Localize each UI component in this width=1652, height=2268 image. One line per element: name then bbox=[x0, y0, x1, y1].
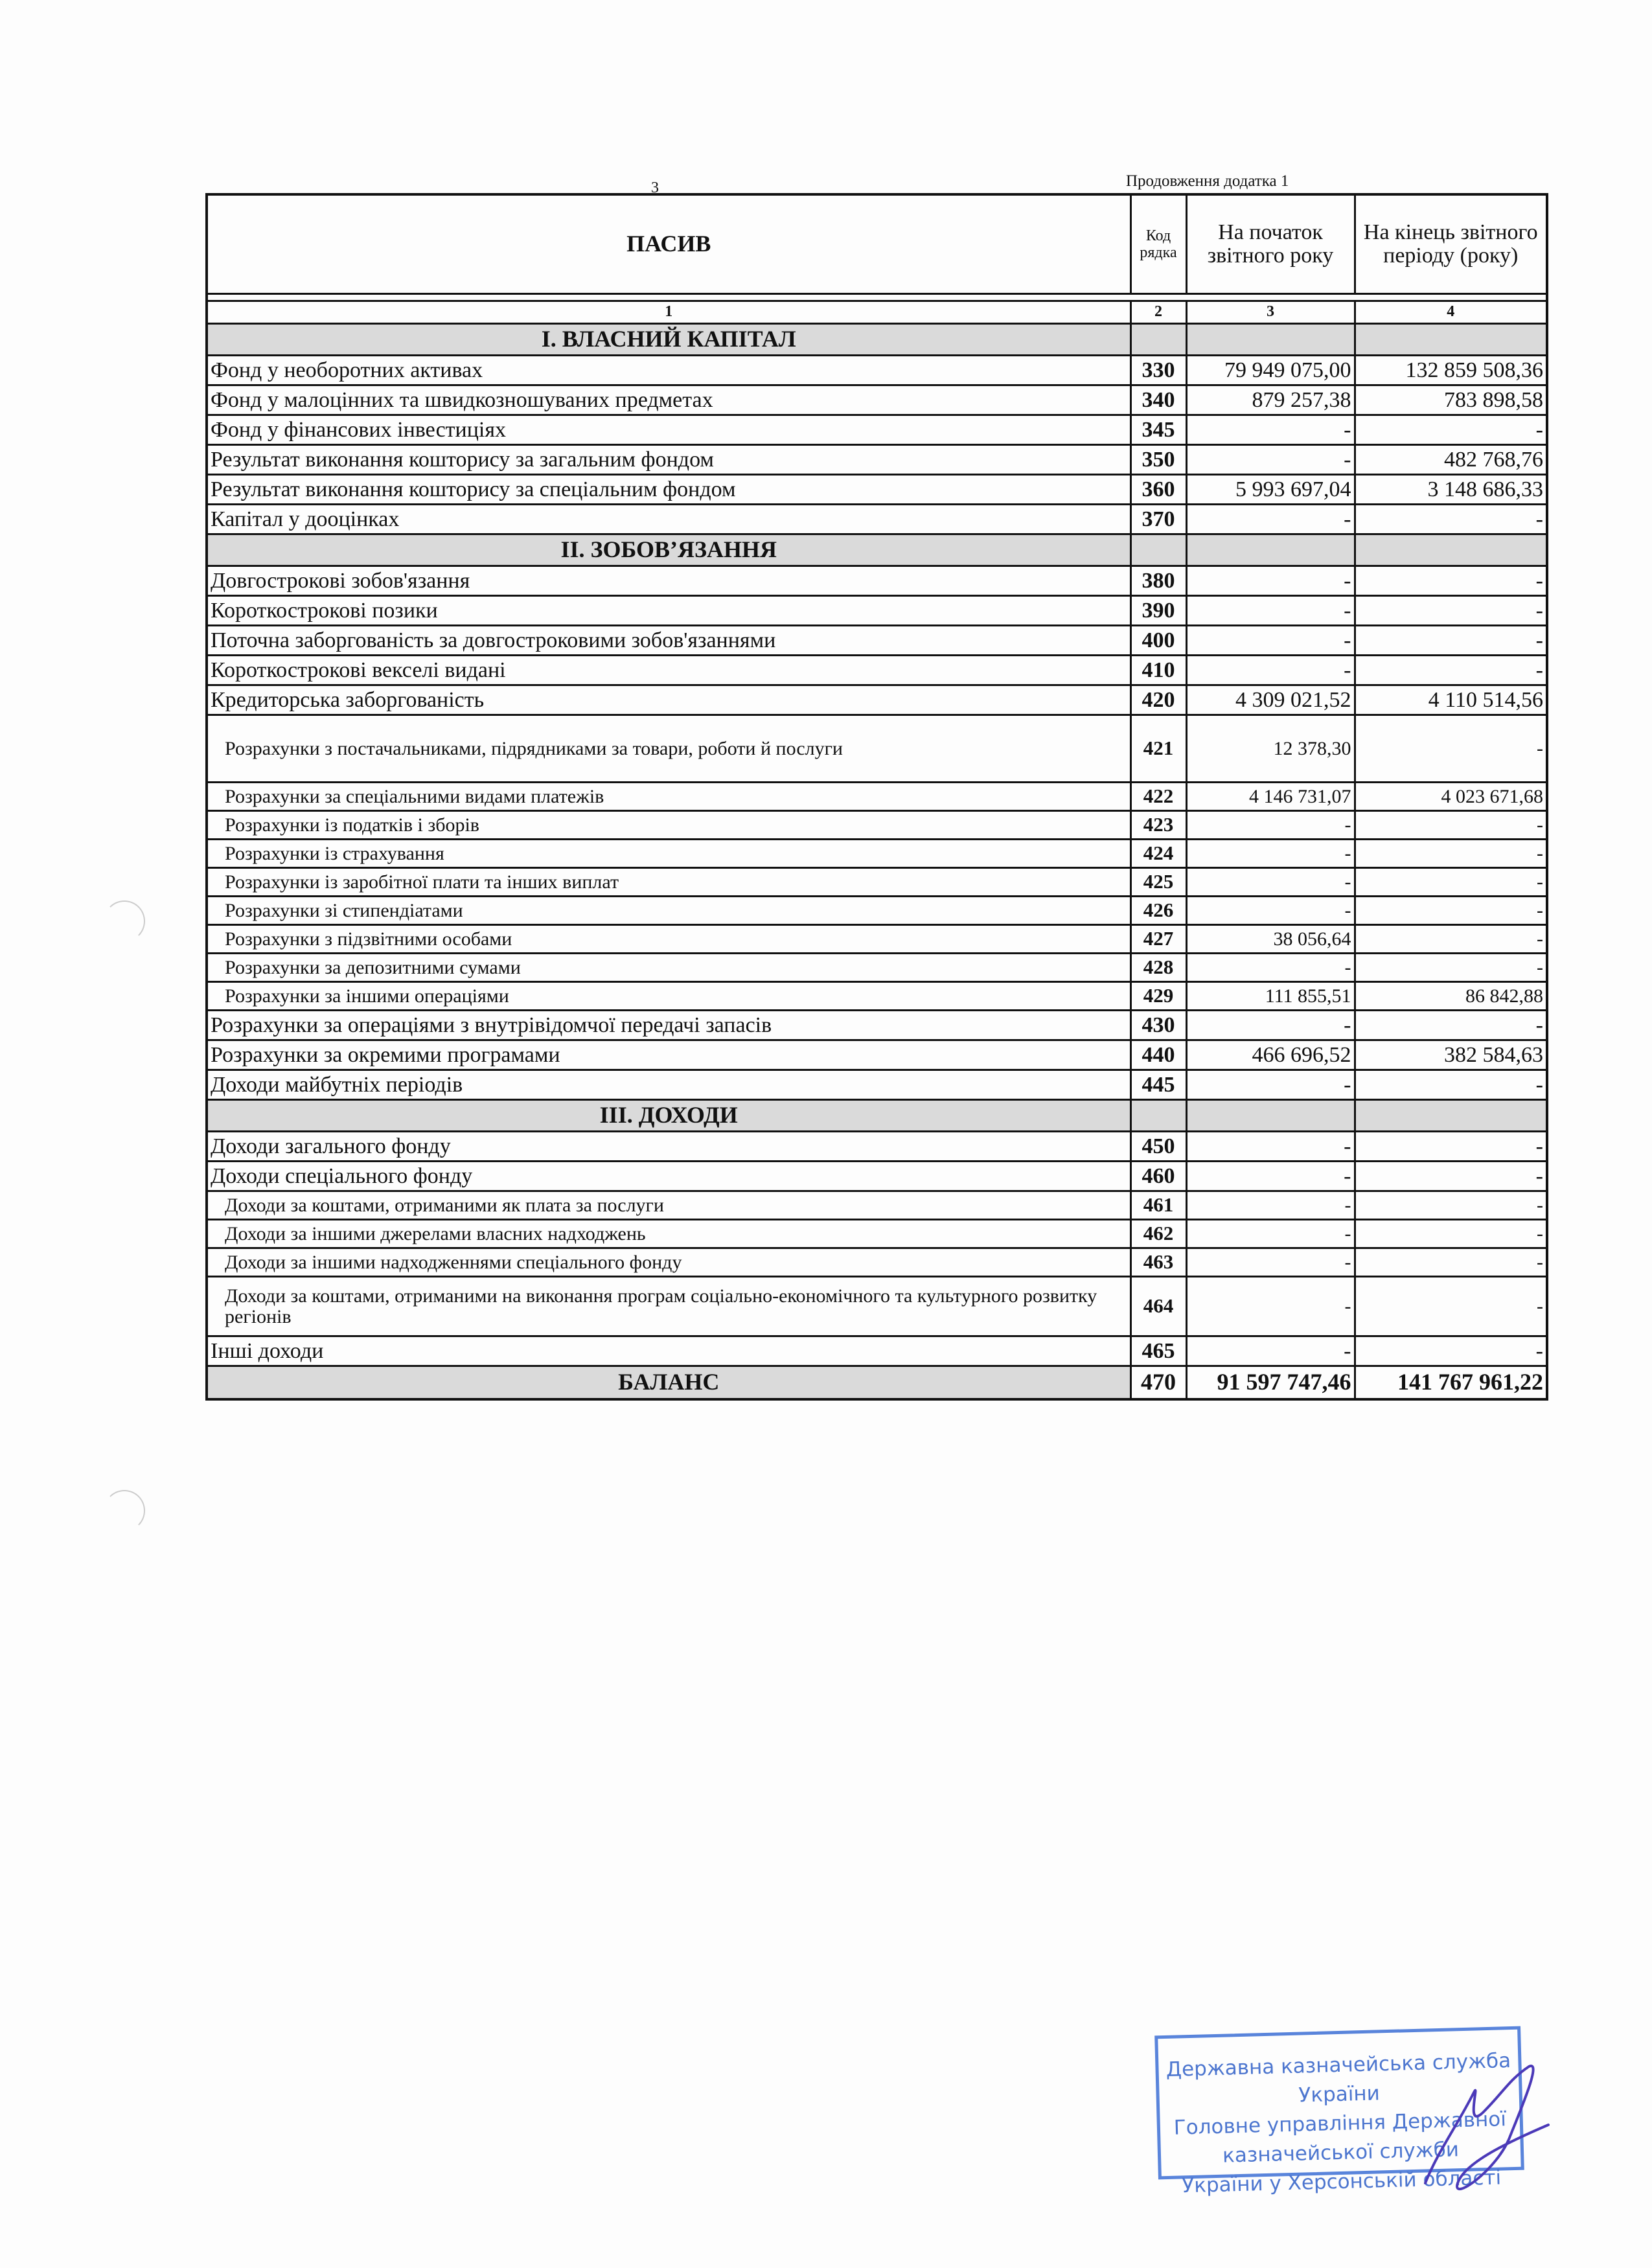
value-end-of-period: - bbox=[1355, 1336, 1547, 1366]
section-empty-cell bbox=[1186, 1100, 1355, 1132]
punch-hole-mark bbox=[104, 900, 145, 942]
table-row bbox=[207, 783, 1547, 811]
value-start-of-year: - bbox=[1186, 1220, 1355, 1248]
section-empty-cell bbox=[1186, 324, 1355, 356]
table-row bbox=[207, 475, 1547, 505]
column-number: 2 bbox=[1130, 301, 1186, 324]
row-code: 465 bbox=[1130, 1336, 1186, 1366]
row-name: Короткострокові векселі видані bbox=[207, 656, 1130, 685]
section-empty-cell bbox=[1355, 534, 1547, 566]
value-start-of-year: 111 855,51 bbox=[1186, 982, 1355, 1011]
table-row bbox=[207, 1132, 1547, 1162]
table-row bbox=[207, 954, 1547, 982]
row-name: Короткострокові позики bbox=[207, 596, 1130, 626]
value-start-of-year: - bbox=[1186, 626, 1355, 656]
section-empty-cell bbox=[1355, 324, 1547, 356]
row-name: Розрахунки із заробітної плати та інших виплат bbox=[207, 868, 1130, 897]
row-name: Доходи за іншими надходженнями спеціального фонду bbox=[207, 1248, 1130, 1277]
value-end-of-period: 86 842,88 bbox=[1355, 982, 1547, 1011]
row-code: 350 bbox=[1130, 445, 1186, 475]
header-end-of-period: На кінець звітного періоду (року) bbox=[1355, 194, 1547, 294]
row-name: Доходи загального фонду bbox=[207, 1132, 1130, 1162]
value-start-of-year: - bbox=[1186, 1011, 1355, 1040]
value-end-of-period: - bbox=[1355, 897, 1547, 925]
row-code: 330 bbox=[1130, 356, 1186, 385]
row-name: Розрахунки за іншими операціями bbox=[207, 982, 1130, 1011]
value-end-of-period: - bbox=[1355, 868, 1547, 897]
row-name: Капітал у дооцінках bbox=[207, 505, 1130, 534]
column-number: 3 bbox=[1186, 301, 1355, 324]
value-end-of-period: - bbox=[1355, 925, 1547, 954]
stamp-line: України у Херсонській області bbox=[1181, 2166, 1502, 2198]
row-name: Доходи майбутніх періодів bbox=[207, 1070, 1130, 1100]
row-code: 390 bbox=[1130, 596, 1186, 626]
value-start-of-year: - bbox=[1186, 1132, 1355, 1162]
value-end-of-period: 783 898,58 bbox=[1355, 385, 1547, 415]
header-code bbox=[1130, 194, 1186, 294]
row-code: 463 bbox=[1130, 1248, 1186, 1277]
table-row bbox=[207, 1277, 1547, 1336]
header-start-of-year: На початок звітного року bbox=[1186, 194, 1355, 294]
value-start-of-year: 79 949 075,00 bbox=[1186, 356, 1355, 385]
value-start-of-year: - bbox=[1186, 1070, 1355, 1100]
table-row bbox=[207, 868, 1547, 897]
row-name: Кредиторська заборгованість bbox=[207, 685, 1130, 715]
row-name: Розрахунки з постачальниками, підрядниками за товари, роботи й послуги bbox=[207, 715, 1130, 783]
section-empty-cell bbox=[1130, 324, 1186, 356]
row-name: Довгострокові зобов'язання bbox=[207, 566, 1130, 596]
section-title: ІІІ. ДОХОДИ bbox=[207, 1100, 1130, 1132]
value-start-of-year: 466 696,52 bbox=[1186, 1040, 1355, 1070]
row-code: 340 bbox=[1130, 385, 1186, 415]
page-number: 3 bbox=[651, 179, 659, 196]
row-code: 430 bbox=[1130, 1011, 1186, 1040]
column-number: 1 bbox=[207, 301, 1130, 324]
table-row bbox=[207, 1336, 1547, 1366]
row-code: 428 bbox=[1130, 954, 1186, 982]
row-name: Розрахунки із податків і зборів bbox=[207, 811, 1130, 840]
value-end-of-period: - bbox=[1355, 656, 1547, 685]
row-name: Розрахунки за операціями з внутрівідомчої передачі запасів bbox=[207, 1011, 1130, 1040]
row-code: 427 bbox=[1130, 925, 1186, 954]
value-start-of-year: 4 309 021,52 bbox=[1186, 685, 1355, 715]
header-pasiv: ПАСИВ bbox=[207, 194, 1130, 294]
value-start-of-year: - bbox=[1186, 1162, 1355, 1191]
value-start-of-year: - bbox=[1186, 1191, 1355, 1220]
value-start-of-year: 4 146 731,07 bbox=[1186, 783, 1355, 811]
row-name: Розрахунки за спеціальними видами платежів bbox=[207, 783, 1130, 811]
value-start-of-year: - bbox=[1186, 656, 1355, 685]
table-row bbox=[207, 596, 1547, 626]
row-name: Розрахунки зі стипендіатами bbox=[207, 897, 1130, 925]
value-end-of-period: - bbox=[1355, 1011, 1547, 1040]
section-empty-cell bbox=[1130, 1100, 1186, 1132]
value-end-of-period: - bbox=[1355, 596, 1547, 626]
row-code: 462 bbox=[1130, 1220, 1186, 1248]
value-end-of-period: 3 148 686,33 bbox=[1355, 475, 1547, 505]
row-name: Доходи за коштами, отриманими на виконання програм соціально-економічного та культурного розвитку регіонів bbox=[207, 1277, 1130, 1336]
section-empty-cell bbox=[1130, 534, 1186, 566]
row-name: Розрахунки з підзвітними особами bbox=[207, 925, 1130, 954]
row-code: 426 bbox=[1130, 897, 1186, 925]
row-code: 421 bbox=[1130, 715, 1186, 783]
value-end-of-period: 141 767 961,22 bbox=[1355, 1366, 1547, 1400]
row-name: Доходи спеціального фонду bbox=[207, 1162, 1130, 1191]
value-end-of-period: - bbox=[1355, 1191, 1547, 1220]
stamp-line: Державна казначейська служба України bbox=[1165, 2049, 1511, 2107]
row-name: Розрахунки за окремими програмами bbox=[207, 1040, 1130, 1070]
table-row bbox=[207, 656, 1547, 685]
column-numbers-row bbox=[207, 301, 1547, 324]
value-start-of-year: 38 056,64 bbox=[1186, 925, 1355, 954]
row-code: 450 bbox=[1130, 1132, 1186, 1162]
table-header-row bbox=[207, 194, 1547, 294]
value-start-of-year: - bbox=[1186, 897, 1355, 925]
table-row bbox=[207, 1070, 1547, 1100]
section-empty-cell bbox=[1355, 1100, 1547, 1132]
row-name: Розрахунки за депозитними сумами bbox=[207, 954, 1130, 982]
row-name: Фонд у фінансових інвестиціях bbox=[207, 415, 1130, 445]
value-end-of-period: 482 768,76 bbox=[1355, 445, 1547, 475]
table-row bbox=[207, 1011, 1547, 1040]
value-end-of-period: - bbox=[1355, 1277, 1547, 1336]
signature-icon bbox=[1412, 2054, 1561, 2209]
value-start-of-year: - bbox=[1186, 954, 1355, 982]
table-row bbox=[207, 982, 1547, 1011]
row-code: 422 bbox=[1130, 783, 1186, 811]
value-start-of-year: - bbox=[1186, 596, 1355, 626]
header-code-line1: Код bbox=[1145, 227, 1171, 244]
section-title: ІІ. ЗОБОВ’ЯЗАННЯ bbox=[207, 534, 1130, 566]
value-start-of-year: 12 378,30 bbox=[1186, 715, 1355, 783]
row-name: Доходи за іншими джерелами власних надходжень bbox=[207, 1220, 1130, 1248]
row-name: Фонд у малоцінних та швидкозношуваних предметах bbox=[207, 385, 1130, 415]
table-row bbox=[207, 356, 1547, 385]
table-row bbox=[207, 566, 1547, 596]
row-code: 440 bbox=[1130, 1040, 1186, 1070]
balance-total-label: БАЛАНС bbox=[207, 1366, 1130, 1400]
table-row bbox=[207, 1162, 1547, 1191]
value-start-of-year: - bbox=[1186, 505, 1355, 534]
row-code: 470 bbox=[1130, 1366, 1186, 1400]
value-end-of-period: - bbox=[1355, 415, 1547, 445]
table-row bbox=[207, 715, 1547, 783]
value-start-of-year: - bbox=[1186, 811, 1355, 840]
row-name: Інші доходи bbox=[207, 1336, 1130, 1366]
row-code: 423 bbox=[1130, 811, 1186, 840]
header-gap bbox=[207, 294, 1547, 301]
table-row bbox=[207, 685, 1547, 715]
table-row bbox=[207, 897, 1547, 925]
value-end-of-period: - bbox=[1355, 1162, 1547, 1191]
table-row bbox=[207, 415, 1547, 445]
value-end-of-period: - bbox=[1355, 840, 1547, 868]
row-code: 345 bbox=[1130, 415, 1186, 445]
row-code: 380 bbox=[1130, 566, 1186, 596]
value-start-of-year: - bbox=[1186, 840, 1355, 868]
header-code-line2: рядка bbox=[1140, 244, 1177, 261]
punch-hole-mark bbox=[104, 1490, 145, 1531]
balance-total-row bbox=[207, 1366, 1547, 1400]
row-name: Поточна заборгованість за довгостроковими зобов'язаннями bbox=[207, 626, 1130, 656]
table-row bbox=[207, 1248, 1547, 1277]
value-end-of-period: - bbox=[1355, 954, 1547, 982]
value-end-of-period: 4 023 671,68 bbox=[1355, 783, 1547, 811]
value-start-of-year: 879 257,38 bbox=[1186, 385, 1355, 415]
table-row bbox=[207, 505, 1547, 534]
row-code: 425 bbox=[1130, 868, 1186, 897]
section-row bbox=[207, 324, 1547, 356]
table-row bbox=[207, 811, 1547, 840]
table-row bbox=[207, 385, 1547, 415]
continuation-note: Продовження додатка 1 bbox=[1126, 172, 1289, 190]
value-end-of-period: - bbox=[1355, 626, 1547, 656]
value-end-of-period: - bbox=[1355, 1132, 1547, 1162]
row-code: 424 bbox=[1130, 840, 1186, 868]
value-end-of-period: 132 859 508,36 bbox=[1355, 356, 1547, 385]
value-start-of-year: 91 597 747,46 bbox=[1186, 1366, 1355, 1400]
value-end-of-period: 382 584,63 bbox=[1355, 1040, 1547, 1070]
value-end-of-period: 4 110 514,56 bbox=[1355, 685, 1547, 715]
table-row bbox=[207, 925, 1547, 954]
row-code: 445 bbox=[1130, 1070, 1186, 1100]
table-row bbox=[207, 1191, 1547, 1220]
value-start-of-year: - bbox=[1186, 415, 1355, 445]
balance-liabilities-table bbox=[205, 193, 1548, 1401]
table-row bbox=[207, 1040, 1547, 1070]
row-name: Доходи за коштами, отриманими як плата за послуги bbox=[207, 1191, 1130, 1220]
row-name: Результат виконання кошторису за загальним фондом bbox=[207, 445, 1130, 475]
section-empty-cell bbox=[1186, 534, 1355, 566]
value-start-of-year: - bbox=[1186, 1336, 1355, 1366]
value-start-of-year: - bbox=[1186, 1277, 1355, 1336]
value-start-of-year: - bbox=[1186, 868, 1355, 897]
row-code: 410 bbox=[1130, 656, 1186, 685]
value-start-of-year: - bbox=[1186, 566, 1355, 596]
row-code: 360 bbox=[1130, 475, 1186, 505]
row-code: 460 bbox=[1130, 1162, 1186, 1191]
section-row bbox=[207, 1100, 1547, 1132]
value-end-of-period: - bbox=[1355, 1220, 1547, 1248]
section-title: І. ВЛАСНИЙ КАПІТАЛ bbox=[207, 324, 1130, 356]
table-row bbox=[207, 840, 1547, 868]
value-end-of-period: - bbox=[1355, 715, 1547, 783]
row-code: 429 bbox=[1130, 982, 1186, 1011]
value-end-of-period: - bbox=[1355, 1070, 1547, 1100]
row-code: 464 bbox=[1130, 1277, 1186, 1336]
value-end-of-period: - bbox=[1355, 566, 1547, 596]
row-name: Розрахунки із страхування bbox=[207, 840, 1130, 868]
row-name: Результат виконання кошторису за спеціальним фондом bbox=[207, 475, 1130, 505]
row-code: 420 bbox=[1130, 685, 1186, 715]
value-end-of-period: - bbox=[1355, 811, 1547, 840]
value-end-of-period: - bbox=[1355, 1248, 1547, 1277]
row-name: Фонд у необоротних активах bbox=[207, 356, 1130, 385]
column-number: 4 bbox=[1355, 301, 1547, 324]
value-start-of-year: - bbox=[1186, 1248, 1355, 1277]
value-start-of-year: - bbox=[1186, 445, 1355, 475]
row-code: 400 bbox=[1130, 626, 1186, 656]
table-row bbox=[207, 1220, 1547, 1248]
row-code: 461 bbox=[1130, 1191, 1186, 1220]
value-start-of-year: 5 993 697,04 bbox=[1186, 475, 1355, 505]
row-code: 370 bbox=[1130, 505, 1186, 534]
table-row bbox=[207, 626, 1547, 656]
section-row bbox=[207, 534, 1547, 566]
value-end-of-period: - bbox=[1355, 505, 1547, 534]
stamp-line: Головне управління Державної казначейської служби bbox=[1173, 2107, 1507, 2168]
table-row bbox=[207, 445, 1547, 475]
